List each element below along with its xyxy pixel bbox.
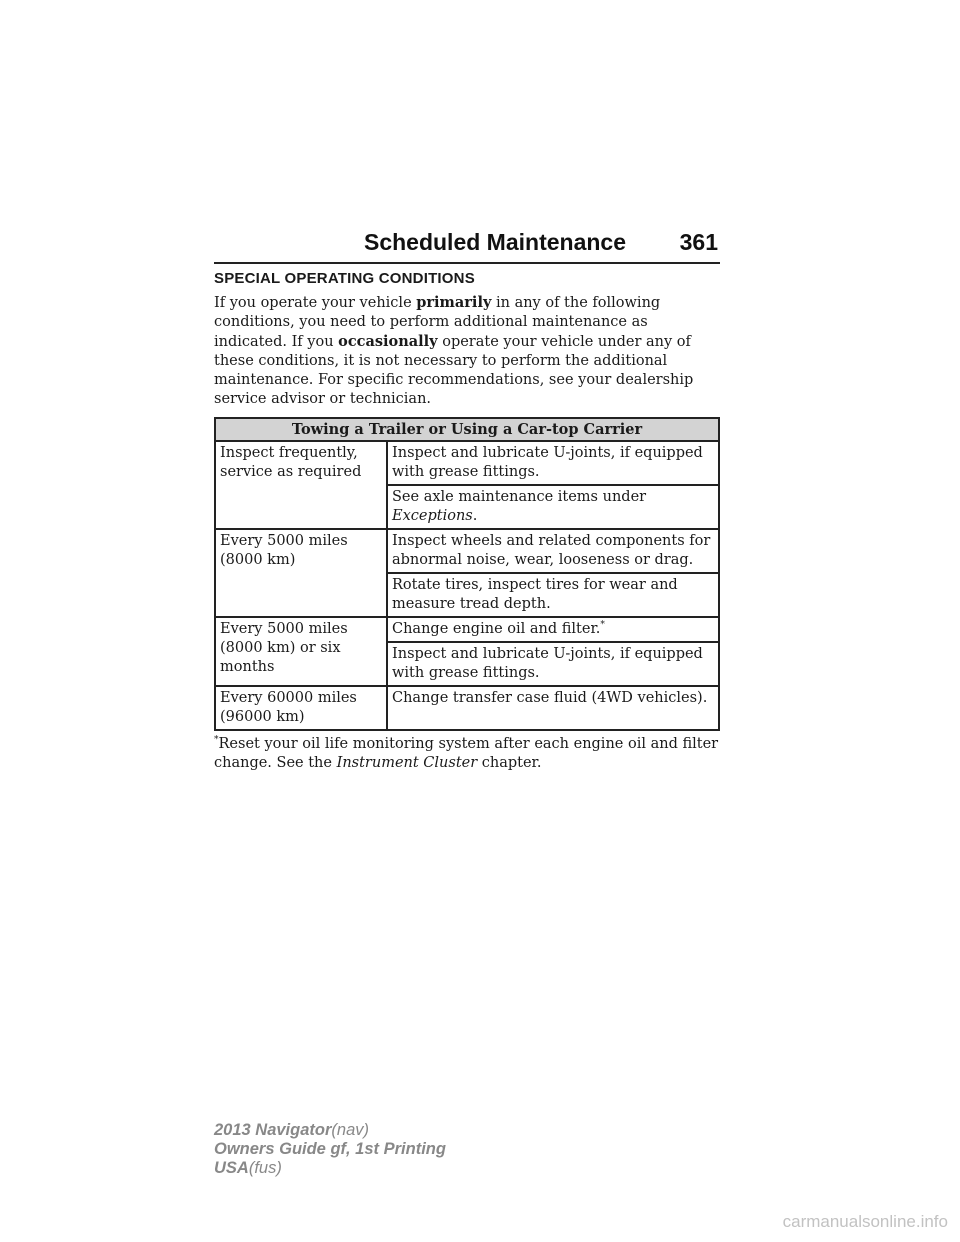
footer-line-1: 2013 Navigator(nav): [214, 1121, 369, 1139]
item-cell: Inspect and lubricate U-joints, if equipped with grease fittings.: [387, 441, 719, 485]
emphasis-occasionally: occasionally: [338, 333, 438, 350]
table-header-row: [215, 418, 719, 441]
table-heading: Towing a Trailer or Using a Car-top Carrier: [215, 418, 719, 441]
footnote: *Reset your oil life monitoring system after each engine oil and filter change. See the Instrument Cluster chapter.: [214, 735, 719, 771]
interval-cell: Every 5000 miles (8000 km) or six months: [215, 617, 387, 686]
watermark: carmanualsonline.info: [782, 1212, 948, 1231]
interval-cell: Every 60000 miles (96000 km): [215, 686, 387, 730]
item-cell: See axle maintenance items under Exceptions.: [387, 485, 719, 529]
emphasis-primarily: primarily: [416, 294, 492, 311]
page-number: 361: [679, 229, 718, 255]
page-footer: [214, 1121, 446, 1178]
page-header: [214, 226, 720, 264]
footnote-marker: *: [214, 735, 219, 746]
link-instrument-cluster: Instrument Cluster: [336, 755, 478, 771]
intro-paragraph: If you operate your vehicle primarily in any of the following conditions, you need to perform additional maintenance as indicated. If you occasionally operate your vehicle under any of these conditions, it is not necessary to perform the additional maintenance. For specific recommendations, see your dealership service advisor or technician.: [214, 294, 694, 407]
table-row: [215, 686, 719, 730]
footnote-marker: *: [600, 620, 605, 631]
table-row: [215, 617, 719, 642]
item-cell: Inspect wheels and related components for abnormal noise, wear, looseness or drag.: [387, 529, 719, 573]
item-cell: Change transfer case fluid (4WD vehicles).: [387, 686, 719, 730]
section-title: SPECIAL OPERATING CONDITIONS: [214, 270, 475, 287]
item-cell: Change engine oil and filter.*: [387, 617, 719, 642]
chapter-title: Scheduled Maintenance: [363, 229, 626, 255]
table-row: [215, 441, 719, 485]
interval-cell: Inspect frequently, service as required: [215, 441, 387, 529]
table-row: [215, 529, 719, 573]
maintenance-table: [214, 417, 720, 731]
footer-line-3: USA(fus): [214, 1159, 282, 1177]
page-content: [214, 270, 720, 773]
item-cell: Rotate tires, inspect tires for wear and measure tread depth.: [387, 573, 719, 617]
item-cell: Inspect and lubricate U-joints, if equipped with grease fittings.: [387, 642, 719, 686]
interval-cell: Every 5000 miles (8000 km): [215, 529, 387, 617]
link-exceptions: Exceptions: [392, 508, 473, 524]
footer-line-2: Owners Guide gf, 1st Printing: [214, 1140, 446, 1158]
